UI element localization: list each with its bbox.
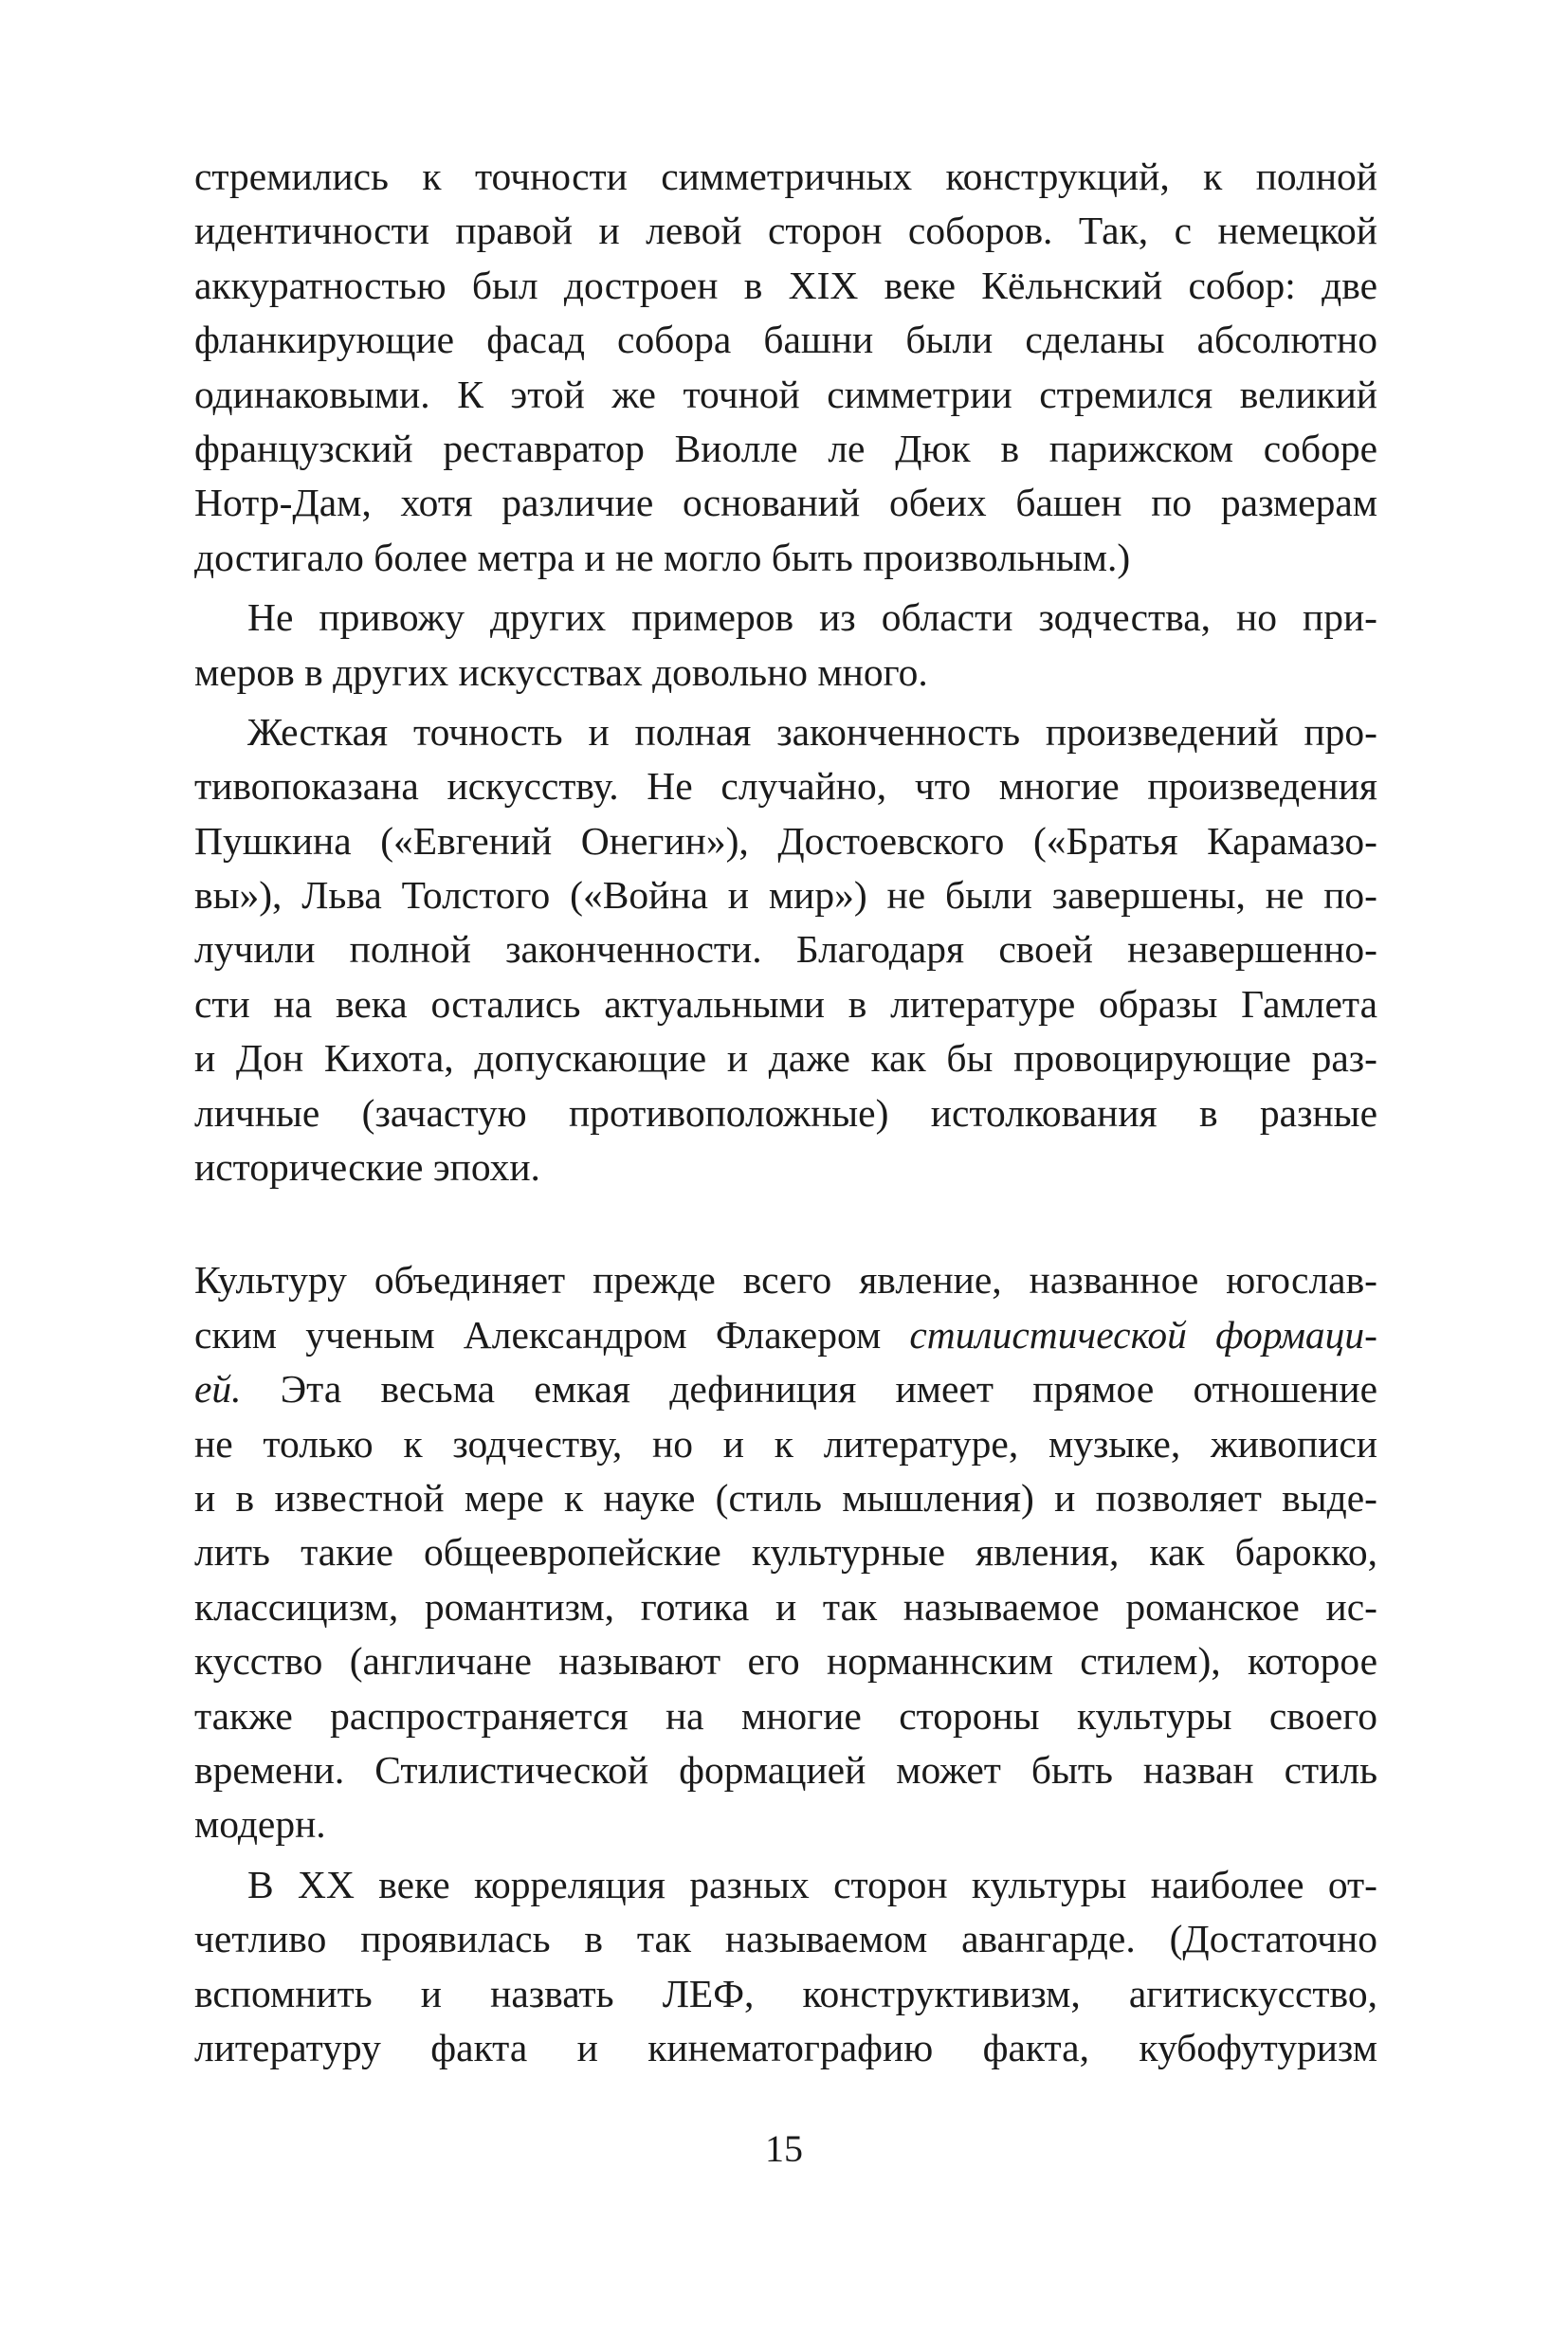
text-line: вспомнить и назвать ЛЕФ, конструктивизм, агитискусство, xyxy=(194,1971,1377,2015)
text-fragment: ским ученым Александром Флакером xyxy=(194,1312,910,1357)
paragraph-architecture-examples xyxy=(194,591,1377,700)
page-number: 15 xyxy=(765,2127,803,2170)
paragraph-incompleteness xyxy=(194,705,1377,1195)
text-line: не только к зодчеству, но и к литературе, музыке, живописи xyxy=(194,1421,1377,1466)
text-line: достигало более метра и не могло быть произвольным.) xyxy=(194,535,1131,579)
text-fragment: Эта весьма емкая дефиниция имеет прямое отношение xyxy=(241,1367,1377,1412)
text-line: аккуратностью был достроен в XIX веке Кёльнский собор: две xyxy=(194,263,1377,307)
text-line: и в известной мере к науке (стиль мышления) и позволяет выде- xyxy=(194,1475,1377,1520)
text-line: лучили полной законченности. Благодаря своей незавершенно- xyxy=(194,927,1377,972)
text-line: лить такие общеевропейские культурные явления, как барокко, xyxy=(194,1530,1377,1575)
text-line: Жесткая точность и полная законченность произведений про- xyxy=(247,709,1377,754)
text-line: кусство (англичане называют его норманнским стилем), которое xyxy=(194,1639,1377,1684)
text-line: и Дон Кихота, допускающие и даже как бы провоцирующие раз- xyxy=(194,1036,1377,1081)
text-line: личные (зачастую противоположные) истолкования в разные xyxy=(194,1090,1377,1135)
paragraph-continued xyxy=(194,150,1377,585)
text-line: Культуру объединяет прежде всего явление, названное югослав- xyxy=(194,1258,1377,1303)
text-line: стремились к точности симметричных конструкций, к полной xyxy=(194,155,1377,198)
text-line: также распространяется на многие стороны культуры своего xyxy=(194,1693,1377,1738)
text-line: Пушкина («Евгений Онегин»), Достоевского («Братья Карамазо- xyxy=(194,818,1377,863)
text-line: Нотр-Дам, хотя различие оснований обеих башен по размерам xyxy=(194,481,1377,525)
paragraph-stylistic-formation xyxy=(194,1253,1377,1851)
text-line: идентичности правой и левой сторон соборов. Так, с немецкой xyxy=(194,209,1377,253)
text-line: вы»), Льва Толстого («Война и мир») не были завершены, не по- xyxy=(194,873,1377,918)
italic-term: стилистической формаци- xyxy=(909,1312,1377,1357)
paragraph-avant-garde xyxy=(194,1858,1377,2076)
text-line xyxy=(194,1362,1377,1416)
section-break xyxy=(194,1194,1377,1253)
text-line xyxy=(194,1308,1377,1362)
italic-term: ей. xyxy=(194,1367,242,1412)
text-line: времени. Стилистической формацией может быть назван стиль xyxy=(194,1747,1377,1792)
text-line: Не привожу других примеров из области зодчества, но при- xyxy=(247,595,1377,640)
text-line: одинаковыми. К этой же точной симметрии стремился великий xyxy=(194,372,1377,416)
text-line: исторические эпохи. xyxy=(194,1145,540,1190)
text-line: классицизм, романтизм, готика и так называемое романское ис- xyxy=(194,1584,1377,1629)
text-line: фланкирующие фасад собора башни были сделаны абсолютно xyxy=(194,318,1377,362)
text-line: В XX веке корреляция разных сторон культуры наиболее от- xyxy=(247,1862,1377,1906)
text-line: меров в других искусствах довольно много. xyxy=(194,649,928,694)
text-line: четливо проявилась в так называемом авангарде. (Достаточно xyxy=(194,1917,1377,1961)
page-body xyxy=(194,150,1377,2075)
text-line: литературу факта и кинематографию факта, кубофутуризм xyxy=(194,2025,1377,2069)
text-line: сти на века остались актуальными в литературе образы Гамлета xyxy=(194,981,1377,1026)
text-line: модерн. xyxy=(194,1802,326,1847)
text-line: французский реставратор Виолле ле Дюк в парижском соборе xyxy=(194,426,1377,470)
text-line: тивопоказана искусству. Не случайно, что многие произведения xyxy=(194,764,1377,809)
